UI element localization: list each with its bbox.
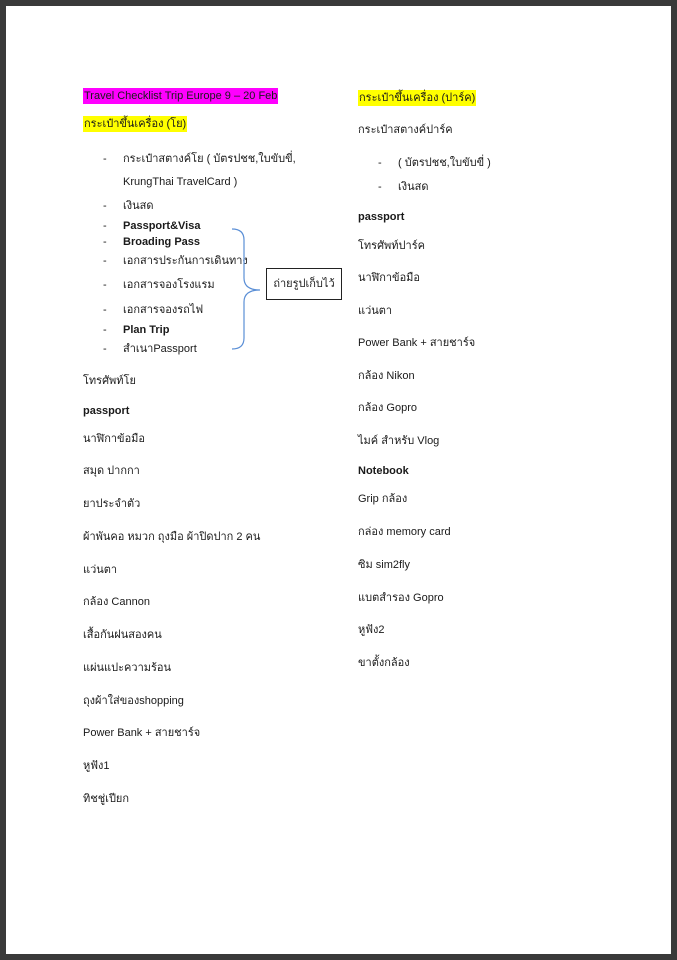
bag-item: Passport&Visa [123, 220, 201, 232]
right-item: แว่นตา [358, 305, 393, 317]
left-item: หูฟัง1 [83, 760, 110, 772]
right-item: Power Bank + สายชาร์จ [358, 337, 476, 349]
right-item: ซิม sim2fly [358, 559, 410, 571]
left-section-heading: กระเป๋าขึ้นเครื่อง (โย) [84, 118, 187, 130]
checklist-title: Travel Checklist Trip Europe 9 – 20 Feb [84, 90, 278, 102]
document-page [6, 6, 671, 954]
right-item: ไมค์ สำหรับ Vlog [358, 435, 440, 447]
right-item: passport [358, 211, 405, 223]
right-section-heading: กระเป๋าขึ้นเครื่อง (ปาร์ค) [359, 92, 476, 104]
bag-item: Broading Pass [123, 236, 201, 248]
left-item: Power Bank + สายชาร์จ [83, 727, 201, 739]
bullet-dash: - [103, 255, 107, 267]
right-item: หูฟัง2 [358, 624, 385, 636]
right-item: กล้อง Nikon [358, 370, 415, 382]
left-item: นาฬิกาข้อมือ [83, 433, 146, 445]
left-item: แผ่นแปะความร้อน [83, 662, 172, 674]
left-item: ยาประจำตัว [83, 498, 141, 510]
bag-item: สำเนาPassport [123, 343, 197, 355]
bag-item: Plan Trip [123, 324, 170, 336]
bullet-dash: - [103, 153, 107, 165]
left-item: passport [83, 405, 130, 417]
left-item: โทรศัพท์โย [83, 375, 136, 387]
bag-item: กระเป๋าสตางค์โย ( บัตรปชช,ใบขับขี่, [123, 153, 296, 165]
wallet-item: เงินสด [398, 181, 429, 193]
right-item: แบตสำรอง Gopro [358, 592, 444, 604]
right-item: กล่อง memory card [358, 526, 451, 538]
left-item: แว่นตา [83, 564, 118, 576]
right-item: Notebook [358, 465, 409, 477]
right-item: Grip กล้อง [358, 493, 408, 505]
bullet-dash: - [103, 324, 107, 336]
right-wallet: กระเป๋าสตางค์ปาร์ค [358, 124, 453, 136]
right-item: ขาตั้งกล้อง [358, 657, 410, 669]
left-item: ผ้าพันคอ หมวก ถุงมือ ผ้าปิดปาก 2 คน [83, 531, 261, 543]
bracket-connector [230, 228, 270, 350]
left-item: ทิชชู่เปียก [83, 793, 130, 805]
bag-item: เอกสารจองโรงแรม [123, 279, 215, 291]
bullet-dash: - [103, 220, 107, 232]
right-item: กล้อง Gopro [358, 402, 418, 414]
bullet-dash: - [378, 181, 382, 193]
photo-note-box: ถ่ายรูปเก็บไว้ [266, 268, 342, 300]
bag-item: เอกสารประกันการเดินทาง [123, 255, 248, 267]
left-item: ถุงผ้าใส่ของshopping [83, 695, 184, 707]
bullet-dash: - [103, 304, 107, 316]
bag-item: เงินสด [123, 200, 154, 212]
right-item: โทรศัพท์ปาร์ค [358, 240, 425, 252]
left-item: เสื้อกันฝนสองคน [83, 629, 162, 641]
wallet-item: ( บัตรปชช,ใบขับขี่ ) [398, 157, 491, 169]
bullet-dash: - [103, 200, 107, 212]
bag-item: เอกสารจองรถไฟ [123, 304, 204, 316]
bullet-dash: - [103, 343, 107, 355]
bullet-dash: - [103, 236, 107, 248]
left-item: สมุด ปากกา [83, 465, 140, 477]
bag-item: KrungThai TravelCard ) [123, 176, 238, 188]
bullet-dash: - [103, 279, 107, 291]
left-item: กล้อง Cannon [83, 596, 150, 608]
right-item: นาฬิกาข้อมือ [358, 272, 421, 284]
bullet-dash: - [378, 157, 382, 169]
